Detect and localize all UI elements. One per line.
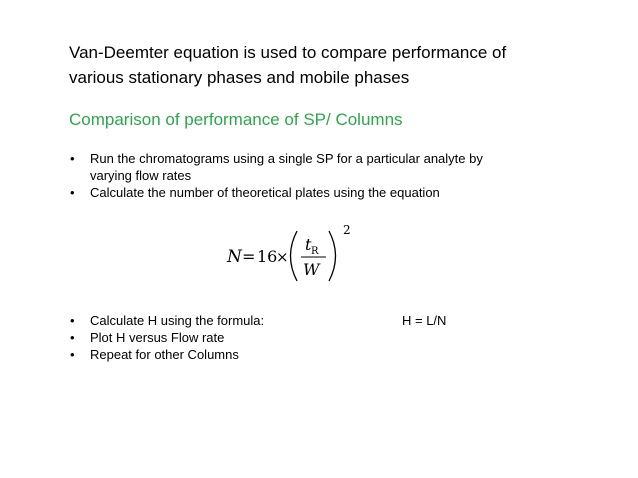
equation-numerator-subscript: R: [311, 246, 319, 257]
bullet-text-line-2: varying flow rates: [90, 168, 192, 183]
bullet-item: [69, 184, 589, 201]
bullet-dot: •: [70, 151, 75, 166]
equation-denominator: W: [303, 260, 320, 279]
theoretical-plates-equation: [225, 220, 375, 292]
equation-coefficient: 16: [257, 247, 278, 266]
bullet-list-bottom: [69, 312, 589, 363]
equation-numerator: t: [305, 235, 312, 254]
bullet-list-top: [69, 150, 589, 201]
bullet-text: Calculate H using the formula:: [90, 313, 265, 328]
slide-title-line-1: Van-Deemter equation is used to compare performance of: [69, 43, 507, 62]
bullet-text: Plot H versus Flow rate: [90, 330, 225, 345]
equation-right-paren: [329, 231, 336, 281]
bullet-item: [69, 312, 589, 329]
bullet-item: [69, 329, 589, 346]
equation-left-paren: [291, 231, 298, 281]
slide-subtitle: Comparison of performance of SP/ Columns: [69, 110, 403, 129]
bullet-item: [69, 346, 589, 363]
slide-title: [69, 40, 589, 90]
bullet-text-line-1: Calculate the number of theoretical plates using the equation: [90, 185, 440, 200]
bullet-item: [69, 150, 589, 184]
bullet-dot: •: [70, 313, 75, 328]
bullet-text-line-1: Run the chromatograms using a single SP for a particular analyte by: [90, 151, 483, 166]
bullet-text: Repeat for other Columns: [90, 347, 239, 362]
equation-equals: =: [242, 247, 256, 266]
equation-exponent: 2: [343, 223, 351, 237]
equation-times: ×: [276, 248, 289, 266]
bullet-dot: •: [70, 185, 75, 200]
bullet-dot: •: [70, 347, 75, 362]
bullet-dot: •: [70, 330, 75, 345]
h-formula: H = L/N: [402, 313, 447, 328]
equation-lhs: N: [227, 247, 242, 267]
slide-title-line-2: various stationary phases and mobile phases: [69, 68, 410, 87]
